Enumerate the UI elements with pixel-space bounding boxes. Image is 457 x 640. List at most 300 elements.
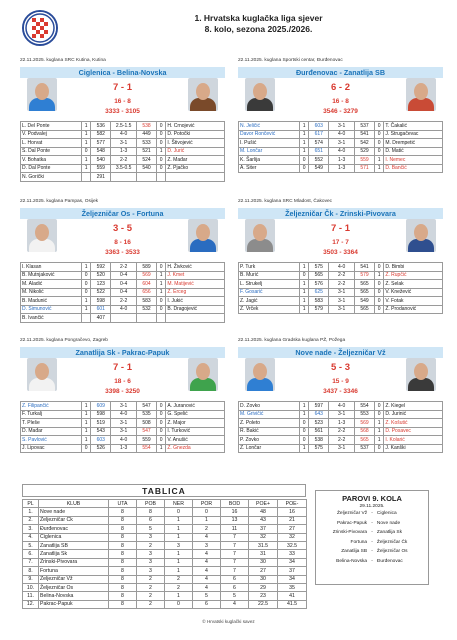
table-row [21,305,225,314]
away-player: T. Čakalić [384,122,443,131]
away-point [156,314,165,323]
sets: 4-0 [329,130,355,139]
home-pins: 538 [309,436,329,445]
standings-cell: Đurđenovac [39,525,109,533]
standings-cell: 5 [221,592,249,600]
away-player: I. Jukić [166,297,225,306]
standings-cell: 8 [109,575,137,583]
standings-cell: 1 [165,533,193,541]
home-pins: 548 [91,147,111,156]
away-pins: 565 [355,288,375,297]
table-row [23,600,307,608]
home-player: A. Šiter [239,164,300,173]
standings-cell: 2 [165,583,193,591]
away-pins: 529 [355,147,375,156]
home-player: I. Pušić [239,139,300,148]
standings-cell: 8 [109,508,137,516]
home-player: F. Turkalj [21,410,82,419]
match-teams: Željezničar Os - Fortuna [20,208,225,219]
away-player: Z. Gnezda [166,444,225,453]
away-player: D. Posavec [384,427,443,436]
table-row [21,122,225,131]
home-point: 1 [299,122,308,131]
away-player: J. Kmet [166,271,225,280]
table-row [239,410,443,419]
table-row [21,280,225,289]
home-point: 1 [299,402,308,411]
away-point: 0 [156,263,165,272]
standings-cell: 3 [137,533,165,541]
home-player: B. Murić [239,271,300,280]
home-pins: 625 [309,288,329,297]
home-player: Z. Jagić [239,297,300,306]
sets: 3-1 [111,419,137,428]
home-player: D. Zovko [239,402,300,411]
away-player: B. Dragojević [166,305,225,314]
standings-cell: 2 [193,525,221,533]
sets: 2-2 [111,297,137,306]
standings-cell: 5 [137,525,165,533]
match-sets: 17 - 7 [332,239,349,246]
player-photo-right [406,219,436,252]
home-player: F. Gosarić [239,288,300,297]
standings-cell: 7 [221,567,249,575]
match-venue: 22.11.2025. kuglana SRC Mladost, Čakovec [238,199,333,204]
sets: 3-1 [111,402,137,411]
away-pins: 656 [137,288,157,297]
standings-cell: Zanatlija Sk [39,550,109,558]
standings-title: TABLICA [22,484,306,497]
home-point: 1 [299,305,308,314]
table-row [21,314,225,323]
standings-header: POE- [278,500,307,508]
player-head [35,83,49,100]
standings-cell: 37 [278,567,307,575]
home-player: L. Del Ponte [21,122,82,131]
standings-cell: 21 [278,516,307,524]
standings-cell: 13 [221,516,249,524]
table-row [21,130,225,139]
match-score: 7 - 1 [112,82,132,93]
away-player: D. Bančić [384,164,443,173]
standings-cell: 8 [109,525,137,533]
table-row [239,122,443,131]
standings-cell: Zanatlija SB [39,541,109,549]
table-row [21,444,225,453]
home-pins: 552 [309,156,329,165]
home-player: S. Pavlović [21,436,82,445]
match-sets: 8 - 16 [114,239,131,246]
standings-header: NER [165,500,193,508]
standings-cell: 10. [23,583,39,591]
match-score: 6 - 2 [330,82,350,93]
home-player: M. Nikolić [21,288,82,297]
standings-header: BOD [221,500,249,508]
away-player: I. Nemec [384,156,443,165]
sets: 2-2 [329,271,355,280]
player-photo-left [27,78,57,111]
player-photo-left [27,358,57,391]
match-pins: 3333 - 3105 [105,108,140,115]
match-pins: 3546 - 3279 [323,108,358,115]
home-player: Davor Rončević [239,130,300,139]
pair-row [316,539,428,548]
home-point: 0 [81,271,90,280]
away-pins: 559 [137,436,157,445]
sets: 4-0 [329,263,355,272]
home-point: 0 [81,444,90,453]
standings-cell: 9. [23,575,39,583]
away-point: 0 [374,280,383,289]
standings-cell: 41 [278,592,307,600]
standings-cell: Zrinski-Pivovara [39,558,109,566]
table-row [21,436,225,445]
player-head [35,363,49,380]
home-point: 1 [81,130,90,139]
away-point: 0 [374,410,383,419]
standings-header: PL [23,500,39,508]
home-point: 0 [299,164,308,173]
standings-cell: 1 [165,516,193,524]
player-photo-left [27,219,57,252]
pair-away: Nove nade [376,520,401,526]
sets: 2.5-1.5 [111,122,137,131]
sets: 0-4 [111,288,137,297]
table-row [239,427,443,436]
away-player: Z. Pjačko [166,164,225,173]
away-pins: 559 [355,156,375,165]
home-player: Z. Filipančić [21,402,82,411]
away-player: D. Potočki [166,130,225,139]
standings-cell: 6 [193,600,221,608]
away-player: V. Knežević [384,288,443,297]
standings-cell: 8 [109,516,137,524]
match-venue: 22.11.2025. kuglana Gradska kuglana PŽ, Požega [238,338,346,343]
away-point: 0 [156,297,165,306]
sets: 3-1 [329,410,355,419]
home-player: L. Strukelj [239,280,300,289]
home-player: D. Dal Ponte [21,164,82,173]
home-player: R. Bakić [239,427,300,436]
away-point: 0 [374,402,383,411]
standings-cell: 1. [23,508,39,516]
standings-cell: 32 [278,533,307,541]
away-pins: 542 [355,139,375,148]
standings-cell: 8 [109,541,137,549]
match-results-table [20,121,225,182]
away-point: 0 [156,122,165,131]
standings-header: UTA [109,500,137,508]
home-pins: 565 [309,271,329,280]
match-sets: 18 - 6 [114,378,131,385]
home-point: 1 [81,122,90,131]
away-player: Z. Mađar [166,156,225,165]
home-pins: 583 [309,297,329,306]
standings-cell: 8 [109,592,137,600]
standings-cell: 3 [137,558,165,566]
away-player: A. Juranović [166,402,225,411]
home-point: 0 [299,156,308,165]
standings-cell: 0 [193,508,221,516]
standings-cell: Fortuna [39,567,109,575]
checkerboard-shield-icon [24,12,56,44]
standings-cell: 4 [193,567,221,575]
home-player: V. Bohatka [21,156,82,165]
sets: 3-1 [329,288,355,297]
match-venue: 22.11.2025. kuglana SRC Kutina, Kutina [20,58,106,63]
standings-cell: Belina-Novska [39,592,109,600]
away-player [166,314,225,323]
match-results-table [20,401,225,453]
match-score: 7 - 1 [112,362,132,373]
standings-cell: 30 [249,575,278,583]
away-pins: 524 [137,156,157,165]
table-row [239,297,443,306]
standings-cell: 3 [165,541,193,549]
home-player: J. Lipovac [21,444,82,453]
away-point: 0 [156,427,165,436]
sets: 1-3 [329,164,355,173]
away-pins: 537 [355,444,375,453]
standings-cell: 5. [23,541,39,549]
home-point: 0 [81,288,90,297]
standings-cell: 2 [137,575,165,583]
sets: 1-3 [111,444,137,453]
home-player: B. Mutnjaković [21,271,82,280]
away-player: Z. Prodanović [384,305,443,314]
away-pins: 549 [355,297,375,306]
away-point: 0 [374,130,383,139]
away-player: M. Matijević [166,280,225,289]
standings-cell: 7 [221,541,249,549]
away-point: 1 [156,271,165,280]
match-pins: 3503 - 3364 [323,249,358,256]
home-point: 1 [81,164,90,173]
home-pins: 540 [91,156,111,165]
home-point: 1 [81,263,90,272]
standings-cell: 8 [109,533,137,541]
match-sets: 16 - 8 [332,98,349,105]
standings-cell: Pakrac-Papuk [39,600,109,608]
sets: 2-2 [111,263,137,272]
table-row [23,575,307,583]
standings-cell: 6 [137,516,165,524]
standings-cell: 2. [23,516,39,524]
standings-cell: 4 [193,583,221,591]
footer-copyright: © Hrvatski kuglački savez [202,619,255,624]
away-point: 0 [374,444,383,453]
table-row [239,164,443,173]
table-row [21,164,225,173]
standings-cell: Ciglenica [39,533,109,541]
home-pins: 582 [91,130,111,139]
away-player: I. Štivojević [166,139,225,148]
home-player: Ž. Vrček [239,305,300,314]
away-pins: 568 [355,427,375,436]
sets: 3-1 [329,297,355,306]
home-pins: 603 [91,436,111,445]
match-teams: Nove nade - Željezničar Vž [238,347,443,358]
table-row [239,147,443,156]
away-player: D. Jurić [166,147,225,156]
away-pins: 547 [137,402,157,411]
away-point: 0 [156,130,165,139]
pair-dash: - [371,539,373,545]
table-row [23,533,307,541]
standings-header: POB [137,500,165,508]
sets: 1-3 [329,419,355,428]
home-player: M. Grivičić [239,410,300,419]
standings-cell: 12. [23,600,39,608]
pair-dash: - [371,530,373,535]
player-head [414,83,428,100]
away-pins: 589 [137,263,157,272]
sets: 0-4 [111,280,137,289]
standings-cell: 32.5 [278,541,307,549]
home-point: 0 [81,147,90,156]
home-pins: 407 [91,314,111,323]
away-player: I. Kolarić [384,436,443,445]
federation-logo [22,10,58,46]
home-pins: 123 [91,280,111,289]
standings-cell: 8 [137,508,165,516]
pair-home: Željezničar Vž [336,511,368,516]
standings-cell: 8 [109,550,137,558]
home-pins: 519 [91,419,111,428]
away-point: 0 [374,122,383,131]
away-point: 0 [374,305,383,314]
player-photo-left [245,358,275,391]
away-point: 0 [374,288,383,297]
sets: 2-2 [111,156,137,165]
round-season: 8. kolo, sezona 2025./2026. [204,24,313,34]
home-player: B. Madunić [21,297,82,306]
away-pins: 538 [137,122,157,131]
pair-away: Zanatlija Sk [376,530,402,535]
table-row [23,550,307,558]
league-name: 1. Hrvatska kuglačka liga sjever [194,13,323,23]
standings-cell: 41.5 [278,600,307,608]
home-player: S. Dal Ponte [21,147,82,156]
away-pins [137,314,157,323]
table-row [21,288,225,297]
home-point: 1 [299,297,308,306]
standings-cell: 2 [137,541,165,549]
pair-away: Željezničar Os [376,549,408,554]
standings-cell: 4 [193,550,221,558]
home-player: D. Šimunović [21,305,82,314]
pair-dash: - [371,558,373,564]
pair-away: Đurđenovac [376,558,403,564]
standings-cell: 11. [23,592,39,600]
match-pins: 3363 - 3533 [105,249,140,256]
sets: 3-1 [329,444,355,453]
sets: 3-1 [329,139,355,148]
match-score: 7 - 1 [330,223,350,234]
home-pins: 536 [91,122,111,131]
table-row [239,139,443,148]
standings-cell: 31 [249,550,278,558]
pair-row [316,548,428,557]
table-row [23,541,307,549]
standings-cell: 23 [249,592,278,600]
standings-cell: 3 [137,567,165,575]
standings-cell: 3 [193,541,221,549]
away-point: 0 [156,436,165,445]
away-point: 1 [374,427,383,436]
away-point: 1 [374,436,383,445]
standings-cell: Željezničar Čk [39,516,109,524]
pair-dash: - [371,511,373,516]
table-row [21,147,225,156]
table-row [21,263,225,272]
home-point: 1 [299,130,308,139]
home-point: 1 [81,419,90,428]
table-row [239,305,443,314]
home-pins: 543 [91,427,111,436]
away-pins: 571 [355,164,375,173]
home-point: 1 [81,402,90,411]
home-pins: 598 [91,410,111,419]
away-player: H. Živković [166,263,225,272]
away-pins: 521 [137,147,157,156]
away-player: H. Crnojević [166,122,225,131]
match-venue: 22.11.2025. kuglana Pongračevo, Zagreb [20,338,108,343]
sets: 2-2 [329,280,355,289]
home-point: 1 [81,427,90,436]
match-teams: Željezničar Čk - Zrinski-Pivovara [238,208,443,219]
standings-cell: 4 [193,558,221,566]
away-point: 1 [156,280,165,289]
away-pins: 553 [355,410,375,419]
table-row [239,130,443,139]
away-pins: 604 [137,280,157,289]
match-teams: Zanatlija Sk - Pakrac-Papuk [20,347,225,358]
sets: 4-0 [111,436,137,445]
standings-cell: 1 [165,550,193,558]
home-point: 1 [299,444,308,453]
table-row [21,402,225,411]
standings-cell: 11 [221,525,249,533]
standings-cell: Željezničar Vž [39,575,109,583]
away-point: 1 [156,288,165,297]
standings-header: KLUB [39,500,109,508]
away-pins: 569 [137,271,157,280]
home-pins: 520 [91,271,111,280]
player-photo-right [406,358,436,391]
home-point: 1 [299,139,308,148]
player-photo-right [188,358,218,391]
standings-cell: 32 [249,533,278,541]
standings-cell: 7 [221,558,249,566]
away-point: 0 [156,164,165,173]
sets: 4-0 [111,410,137,419]
home-player: L. Horvat [21,139,82,148]
away-pins: 565 [355,280,375,289]
away-pins: 508 [137,419,157,428]
home-point: 1 [299,147,308,156]
home-pins: 598 [91,297,111,306]
table-row [239,280,443,289]
player-head [414,224,428,241]
table-row [239,271,443,280]
home-player: I. Klasan [21,263,82,272]
home-pins: 577 [91,139,111,148]
away-point: 1 [156,444,165,453]
standings-cell: 2 [137,583,165,591]
match-results-table [238,262,443,314]
standings-cell: 8 [109,567,137,575]
